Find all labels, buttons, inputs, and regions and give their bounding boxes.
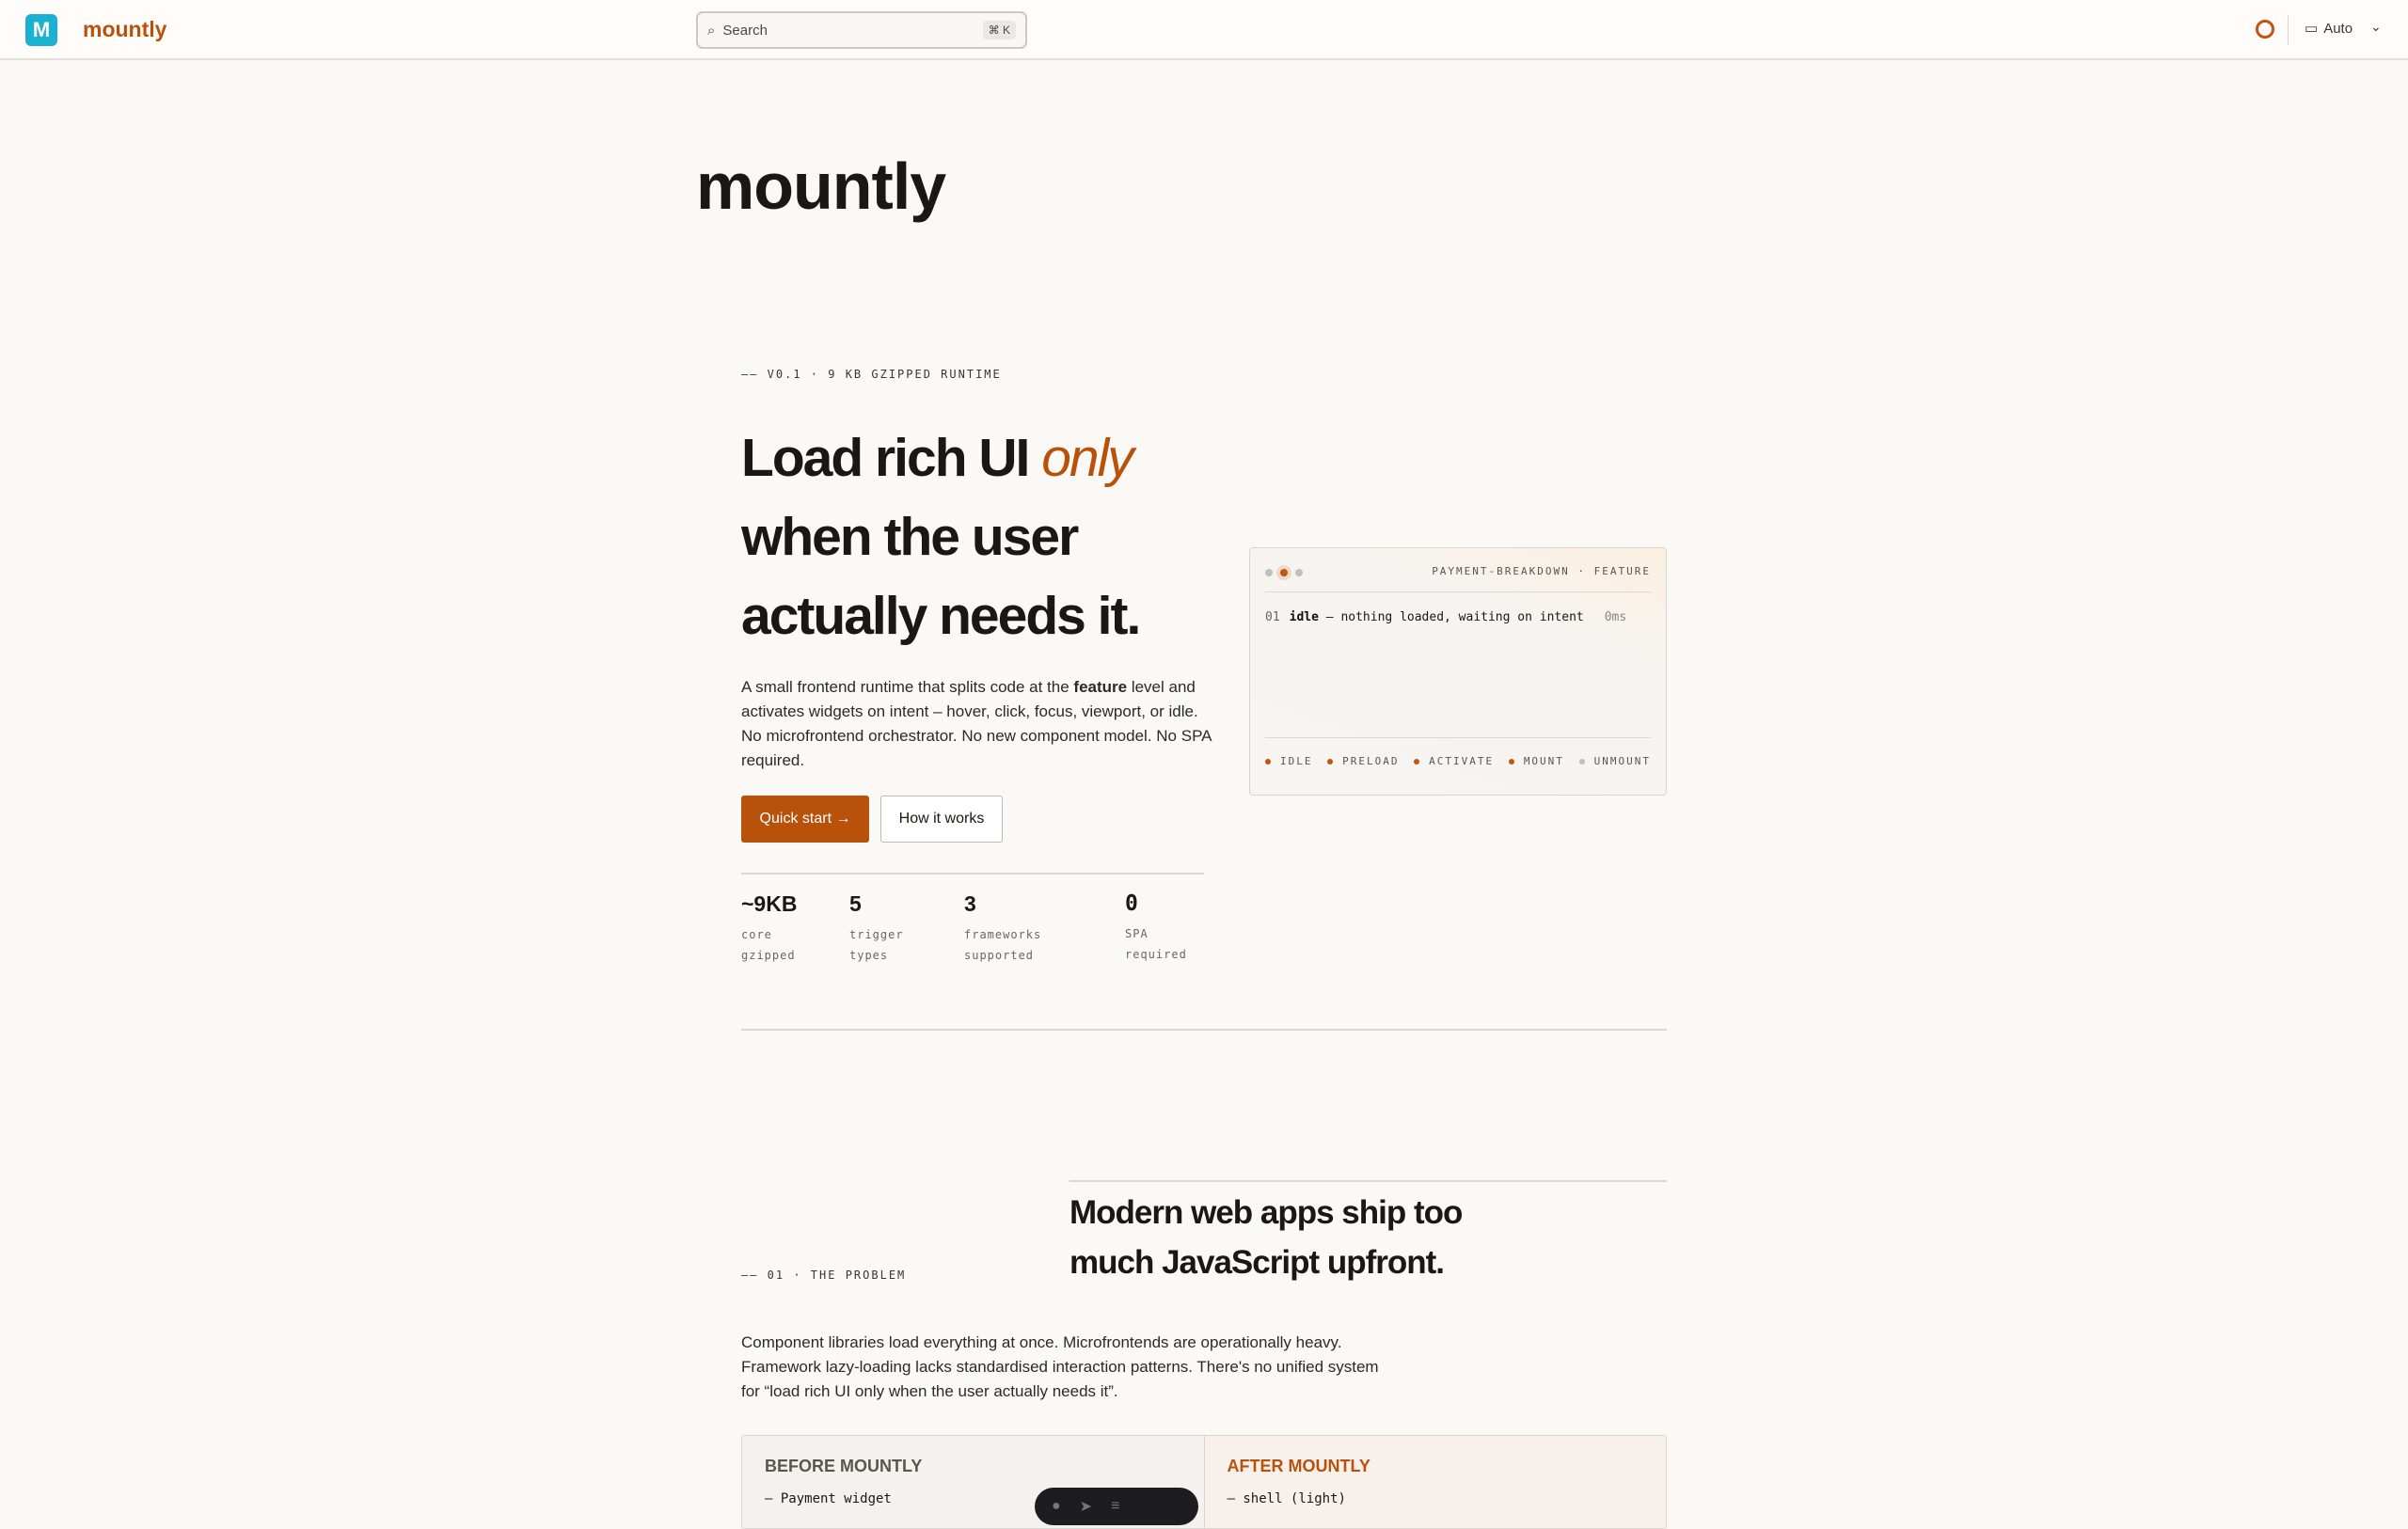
stat-value: 3 [964, 891, 976, 916]
log-index: 01 [1265, 610, 1280, 624]
version-eyebrow: —— V0.1 · 9 KB GZIPPED RUNTIME [741, 368, 1002, 381]
brand-name[interactable]: mountly [83, 17, 167, 41]
legend-activate [1414, 755, 1494, 767]
log-text: — nothing loaded, waiting on intent [1325, 610, 1584, 624]
divider [2288, 15, 2289, 45]
dot-active-icon [1280, 569, 1288, 576]
lifecycle-demo-card [1249, 547, 1667, 796]
divider [741, 873, 1204, 875]
section-divider [741, 1029, 1667, 1031]
stat-size [741, 891, 797, 966]
search-icon: ⌕ [707, 22, 716, 39]
divider [1265, 591, 1651, 592]
dot-icon [1509, 759, 1514, 764]
search-input[interactable] [696, 11, 1027, 49]
dot-icon [1295, 569, 1303, 576]
lead-text: level and activates widgets on intent – hover, click, focus, viewport, or idle. No microfrontend orchestrator. No new component model. No SPA required. [741, 678, 1212, 769]
section-divider [1069, 1180, 1667, 1182]
lifecycle-legend [1265, 755, 1651, 767]
menu-icon[interactable]: ≡ [1111, 1498, 1120, 1514]
stat-label: required [1125, 948, 1187, 961]
dot-icon [1579, 759, 1585, 764]
legend-preload [1327, 755, 1399, 767]
stat-value: 5 [849, 891, 862, 916]
hero-heading [741, 418, 1230, 655]
stat-label: gzipped [741, 949, 796, 962]
stat-value: ~9KB [741, 891, 798, 916]
log-row [1265, 610, 1626, 624]
how-it-works-button[interactable]: How it works [880, 796, 1003, 843]
stat-label: supported [964, 949, 1035, 962]
heading-line: much JavaScript upfront. [1069, 1244, 1445, 1281]
dot-icon [1265, 569, 1273, 576]
github-icon[interactable] [2256, 20, 2274, 39]
stat-label: SPA [1125, 927, 1149, 940]
divider [1265, 737, 1651, 738]
legend-unmount [1579, 755, 1651, 767]
after-item: – shell (light) [1227, 1491, 1346, 1506]
page-title: mountly [696, 150, 946, 223]
window-dots [1265, 569, 1303, 576]
card-title: PAYMENT-BREAKDOWN · FEATURE [1432, 565, 1651, 577]
heading-part: when the user actually needs it. [741, 507, 1140, 646]
lead-bold: feature [1073, 678, 1128, 696]
problem-eyebrow: —— 01 · THE PROBLEM [741, 1269, 907, 1282]
quick-start-button[interactable]: Quick start → [741, 796, 869, 843]
search-placeholder: Search [722, 22, 768, 39]
log-time: 0ms [1604, 610, 1627, 624]
stat-frameworks [964, 891, 1041, 966]
floating-toolbar[interactable] [1035, 1488, 1198, 1525]
legend-label: ACTIVATE [1429, 755, 1495, 767]
logo-icon[interactable]: M [25, 14, 57, 46]
before-item: – Payment widget [765, 1491, 892, 1506]
legend-label: IDLE [1280, 755, 1313, 767]
problem-heading [1069, 1188, 1462, 1287]
legend-label: UNMOUNT [1593, 755, 1651, 767]
before-after-comparison [741, 1435, 1667, 1529]
theme-label: Auto [2323, 20, 2353, 37]
hero-lead [741, 675, 1212, 773]
pointer-icon[interactable]: ● [1052, 1498, 1061, 1514]
theme-select[interactable] [2305, 20, 2353, 37]
problem-body: Component libraries load everything at once. Microfrontends are operationally heavy. Framework lazy-loading lacks standardised interaction patterns. There's no unified system for “load rich UI only when the user actually needs it”. [741, 1333, 1379, 1400]
heading-emphasis: only [1041, 428, 1133, 488]
stat-label: trigger [849, 928, 904, 941]
dot-icon [1265, 759, 1271, 764]
lead-text: A small frontend runtime that splits code at the [741, 678, 1074, 696]
stat-label: frameworks [964, 928, 1042, 941]
stat-value: 0 [1125, 891, 1138, 916]
legend-idle [1265, 755, 1313, 767]
top-nav [0, 0, 2408, 60]
monitor-icon: ▭ [2305, 21, 2319, 37]
chevron-down-icon[interactable]: ⌄ [2370, 19, 2382, 34]
log-state: idle [1289, 610, 1319, 624]
dot-icon [1327, 759, 1333, 764]
dot-icon [1414, 759, 1419, 764]
search-shortcut: ⌘ K [983, 21, 1016, 39]
stat-label: types [849, 949, 889, 962]
heading-line: Modern web apps ship too [1069, 1194, 1463, 1231]
heading-part: Load rich UI [741, 428, 1042, 488]
stat-label: core [741, 928, 772, 941]
legend-mount [1509, 755, 1564, 767]
legend-label: MOUNT [1523, 755, 1564, 767]
cursor-icon[interactable]: ➤ [1079, 1499, 1093, 1515]
after-panel [1205, 1436, 1667, 1528]
after-title: AFTER MOUNTLY [1227, 1457, 1370, 1475]
legend-label: PRELOAD [1342, 755, 1400, 767]
before-title: BEFORE MOUNTLY [765, 1457, 923, 1475]
stat-spa [1125, 891, 1187, 965]
stat-triggers [849, 891, 904, 966]
